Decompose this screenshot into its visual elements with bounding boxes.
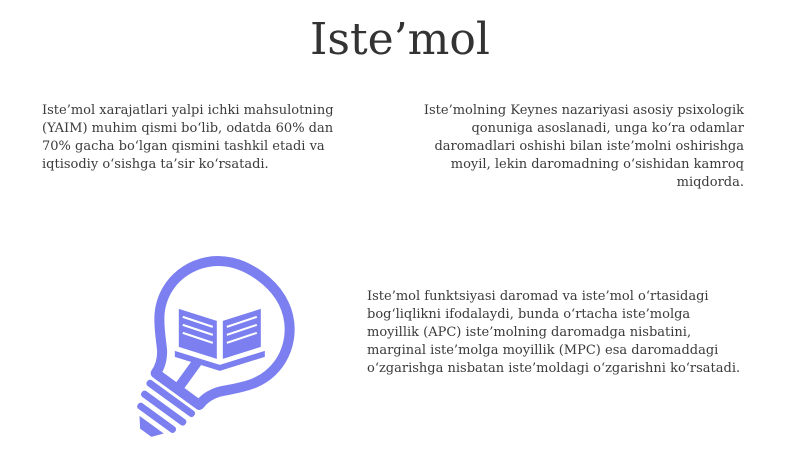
paragraph-consumption-function: Iste’mol funktsiyasi daromad va iste’mol o‘rtasidagi bog‘liqlikni ifodalaydi, bunda o‘rtacha iste’molga moyillik (APC) iste’molning daromadga nisbatini, marginal iste’molga moyillik (MPC) esa daromaddagi o‘zgarishga nisbatan iste’moldagi o‘zgarishni ko‘rsatadi.: [367, 289, 741, 376]
slide-title: Iste’mol: [310, 14, 490, 65]
paragraph-consumption-share: Iste’mol xarajatlari yalpi ichki mahsulotning (YAIM) muhim qismi bo‘lib, odatda 60% dan 70% gacha bo‘lgan qismini tashkil etadi va iqtisodiy o‘sishga ta’sir ko‘rsatadi.: [42, 103, 334, 172]
paragraph-keynes-theory: Iste’molning Keynes nazariyasi asosiy psixologik qonuniga asoslanadi, unga ko‘ra odamlar daromadlari oshishi bilan iste’molni oshirishga moyil, lekin daromadning o‘sishidan kamroq miqdorda.: [423, 103, 744, 190]
lightbulb-book-icon: [96, 248, 326, 438]
